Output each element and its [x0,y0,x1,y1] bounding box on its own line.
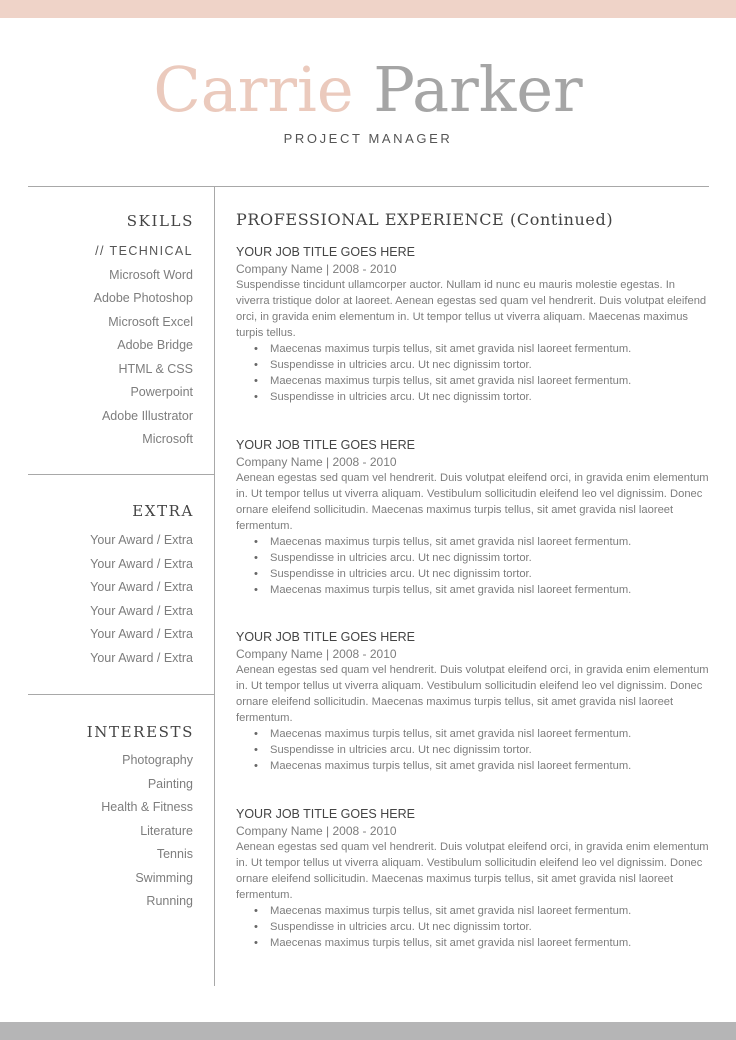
skill-item: Adobe Photoshop [93,291,193,305]
bullet-item: • Maecenas maximus turpis tellus, sit amet gravida nisl laoreet fermentum. [236,726,710,742]
job-description: Suspendisse tincidunt ullamcorper auctor. Nullam id nunc eu mauris molestie egestas. In viverra tristique dolor at laoreet. Aenean egestas sed quam vel hendrerit. Duis volutpat eleifend orci, in gravida enim elementum in. Ut tempor tellus ut viverra aliquam. Maecenas maximus turpis tellus. [236,279,707,339]
extra-list [28,529,193,670]
bullet-item: • Maecenas maximus turpis tellus, sit amet gravida nisl laoreet fermentum. [236,373,710,389]
skills-heading: SKILLS [126,212,194,230]
skills-list [28,240,193,452]
job-role: PROJECT MANAGER [283,131,453,146]
extra-heading: EXTRA [132,502,194,520]
candidate-name [0,52,736,128]
skill-item: Adobe Bridge [117,338,193,352]
column-divider [214,186,215,986]
interest-item: Painting [147,776,193,791]
interest-item: Running [146,894,193,908]
top-accent-band [0,0,736,18]
job-title: YOUR JOB TITLE GOES HERE [236,630,415,644]
bottom-accent-band [0,1022,736,1040]
interest-item: Tennis [156,847,193,861]
interest-item: Photography [122,753,193,767]
skill-item: Microsoft Excel [108,314,193,329]
bullet-item: • Maecenas maximus turpis tellus, sit amet gravida nisl laoreet fermentum. [236,935,710,951]
skill-item: HTML & CSS [118,361,193,376]
extra-item: Your Award / Extra [90,603,193,618]
interest-item: Literature [140,823,193,838]
bullet-item: • Maecenas maximus turpis tellus, sit amet gravida nisl laoreet fermentum. [236,534,710,550]
job-bullets [236,534,710,598]
experience-heading: PROFESSIONAL EXPERIENCE (Continued) [236,210,614,229]
extra-item: Your Award / Extra [90,580,193,594]
bullet-item: • Suspendisse in ultricies arcu. Ut nec dignissim tortor. [236,919,710,935]
job-description: Aenean egestas sed quam vel hendrerit. Duis volutpat eleifend orci, in gravida enim elementum in. Ut tempor tellus ut viverra aliquam. Vestibulum sollicitudin eleifend leo vel dignissim. Donec ornare eleifend sollicitudin. Maecenas maximus turpis tellus, sit amet gravida nisl laoreet fermentum. [236,664,709,724]
top-divider [28,186,709,187]
job-entry [236,806,710,951]
bullet-item: • Maecenas maximus turpis tellus, sit amet gravida nisl laoreet fermentum. [236,582,710,598]
extra-item: Your Award / Extra [90,650,193,665]
interest-item: Swimming [135,870,193,885]
job-bullets [236,341,710,405]
sidebar-divider [28,474,215,475]
bullet-item: • Suspendisse in ultricies arcu. Ut nec dignissim tortor. [236,357,710,373]
job-title: YOUR JOB TITLE GOES HERE [236,245,415,259]
extra-item: Your Award / Extra [90,556,193,571]
interests-list [28,749,193,914]
technical-subheading: // TECHNICAL [95,244,193,258]
job-description: Aenean egestas sed quam vel hendrerit. Duis volutpat eleifend orci, in gravida enim elementum in. Ut tempor tellus ut viverra aliquam. Vestibulum sollicitudin eleifend leo vel dignissim. Donec ornare eleifend sollicitudin. Maecenas maximus turpis tellus, sit amet gravida nisl laoreet fermentum. [236,841,709,901]
bullet-item: • Maecenas maximus turpis tellus, sit amet gravida nisl laoreet fermentum. [236,903,710,919]
job-company: Company Name | 2008 - 2010 [236,824,397,838]
skill-item: Microsoft Word [109,267,193,282]
job-title: YOUR JOB TITLE GOES HERE [236,438,415,452]
skill-item: Adobe Illustrator [101,408,193,423]
extra-item: Your Award / Extra [90,627,193,641]
extra-item: Your Award / Extra [90,533,193,547]
job-entry [236,629,710,774]
bullet-item: • Maecenas maximus turpis tellus, sit amet gravida nisl laoreet fermentum. [236,758,710,774]
experience-section [236,208,710,949]
job-title: YOUR JOB TITLE GOES HERE [236,807,415,821]
interest-item: Health & Fitness [101,800,193,814]
job-company: Company Name | 2008 - 2010 [236,262,397,276]
bullet-item: • Suspendisse in ultricies arcu. Ut nec dignissim tortor. [236,566,710,582]
skill-item: Microsoft [142,432,193,446]
job-bullets [236,903,710,951]
job-company: Company Name | 2008 - 2010 [236,455,397,469]
last-name: Parker [373,53,583,126]
first-name: Carrie [153,53,354,126]
interests-heading: INTERESTS [86,723,194,741]
job-bullets [236,726,710,774]
skill-item: Powerpoint [130,385,193,399]
job-entry [236,437,710,598]
bullet-item: • Suspendisse in ultricies arcu. Ut nec dignissim tortor. [236,389,710,405]
job-entry [236,244,710,405]
bullet-item: • Suspendisse in ultricies arcu. Ut nec dignissim tortor. [236,742,710,758]
bullet-item: • Suspendisse in ultricies arcu. Ut nec dignissim tortor. [236,550,710,566]
job-company: Company Name | 2008 - 2010 [236,647,397,661]
job-description: Aenean egestas sed quam vel hendrerit. Duis volutpat eleifend orci, in gravida enim elementum in. Ut tempor tellus ut viverra aliquam. Vestibulum sollicitudin eleifend leo vel dignissim. Donec ornare eleifend sollicitudin. Maecenas maximus turpis tellus, sit amet gravida nisl laoreet fermentum. [236,472,709,532]
sidebar-divider [28,694,215,695]
bullet-item: • Maecenas maximus turpis tellus, sit amet gravida nisl laoreet fermentum. [236,341,710,357]
